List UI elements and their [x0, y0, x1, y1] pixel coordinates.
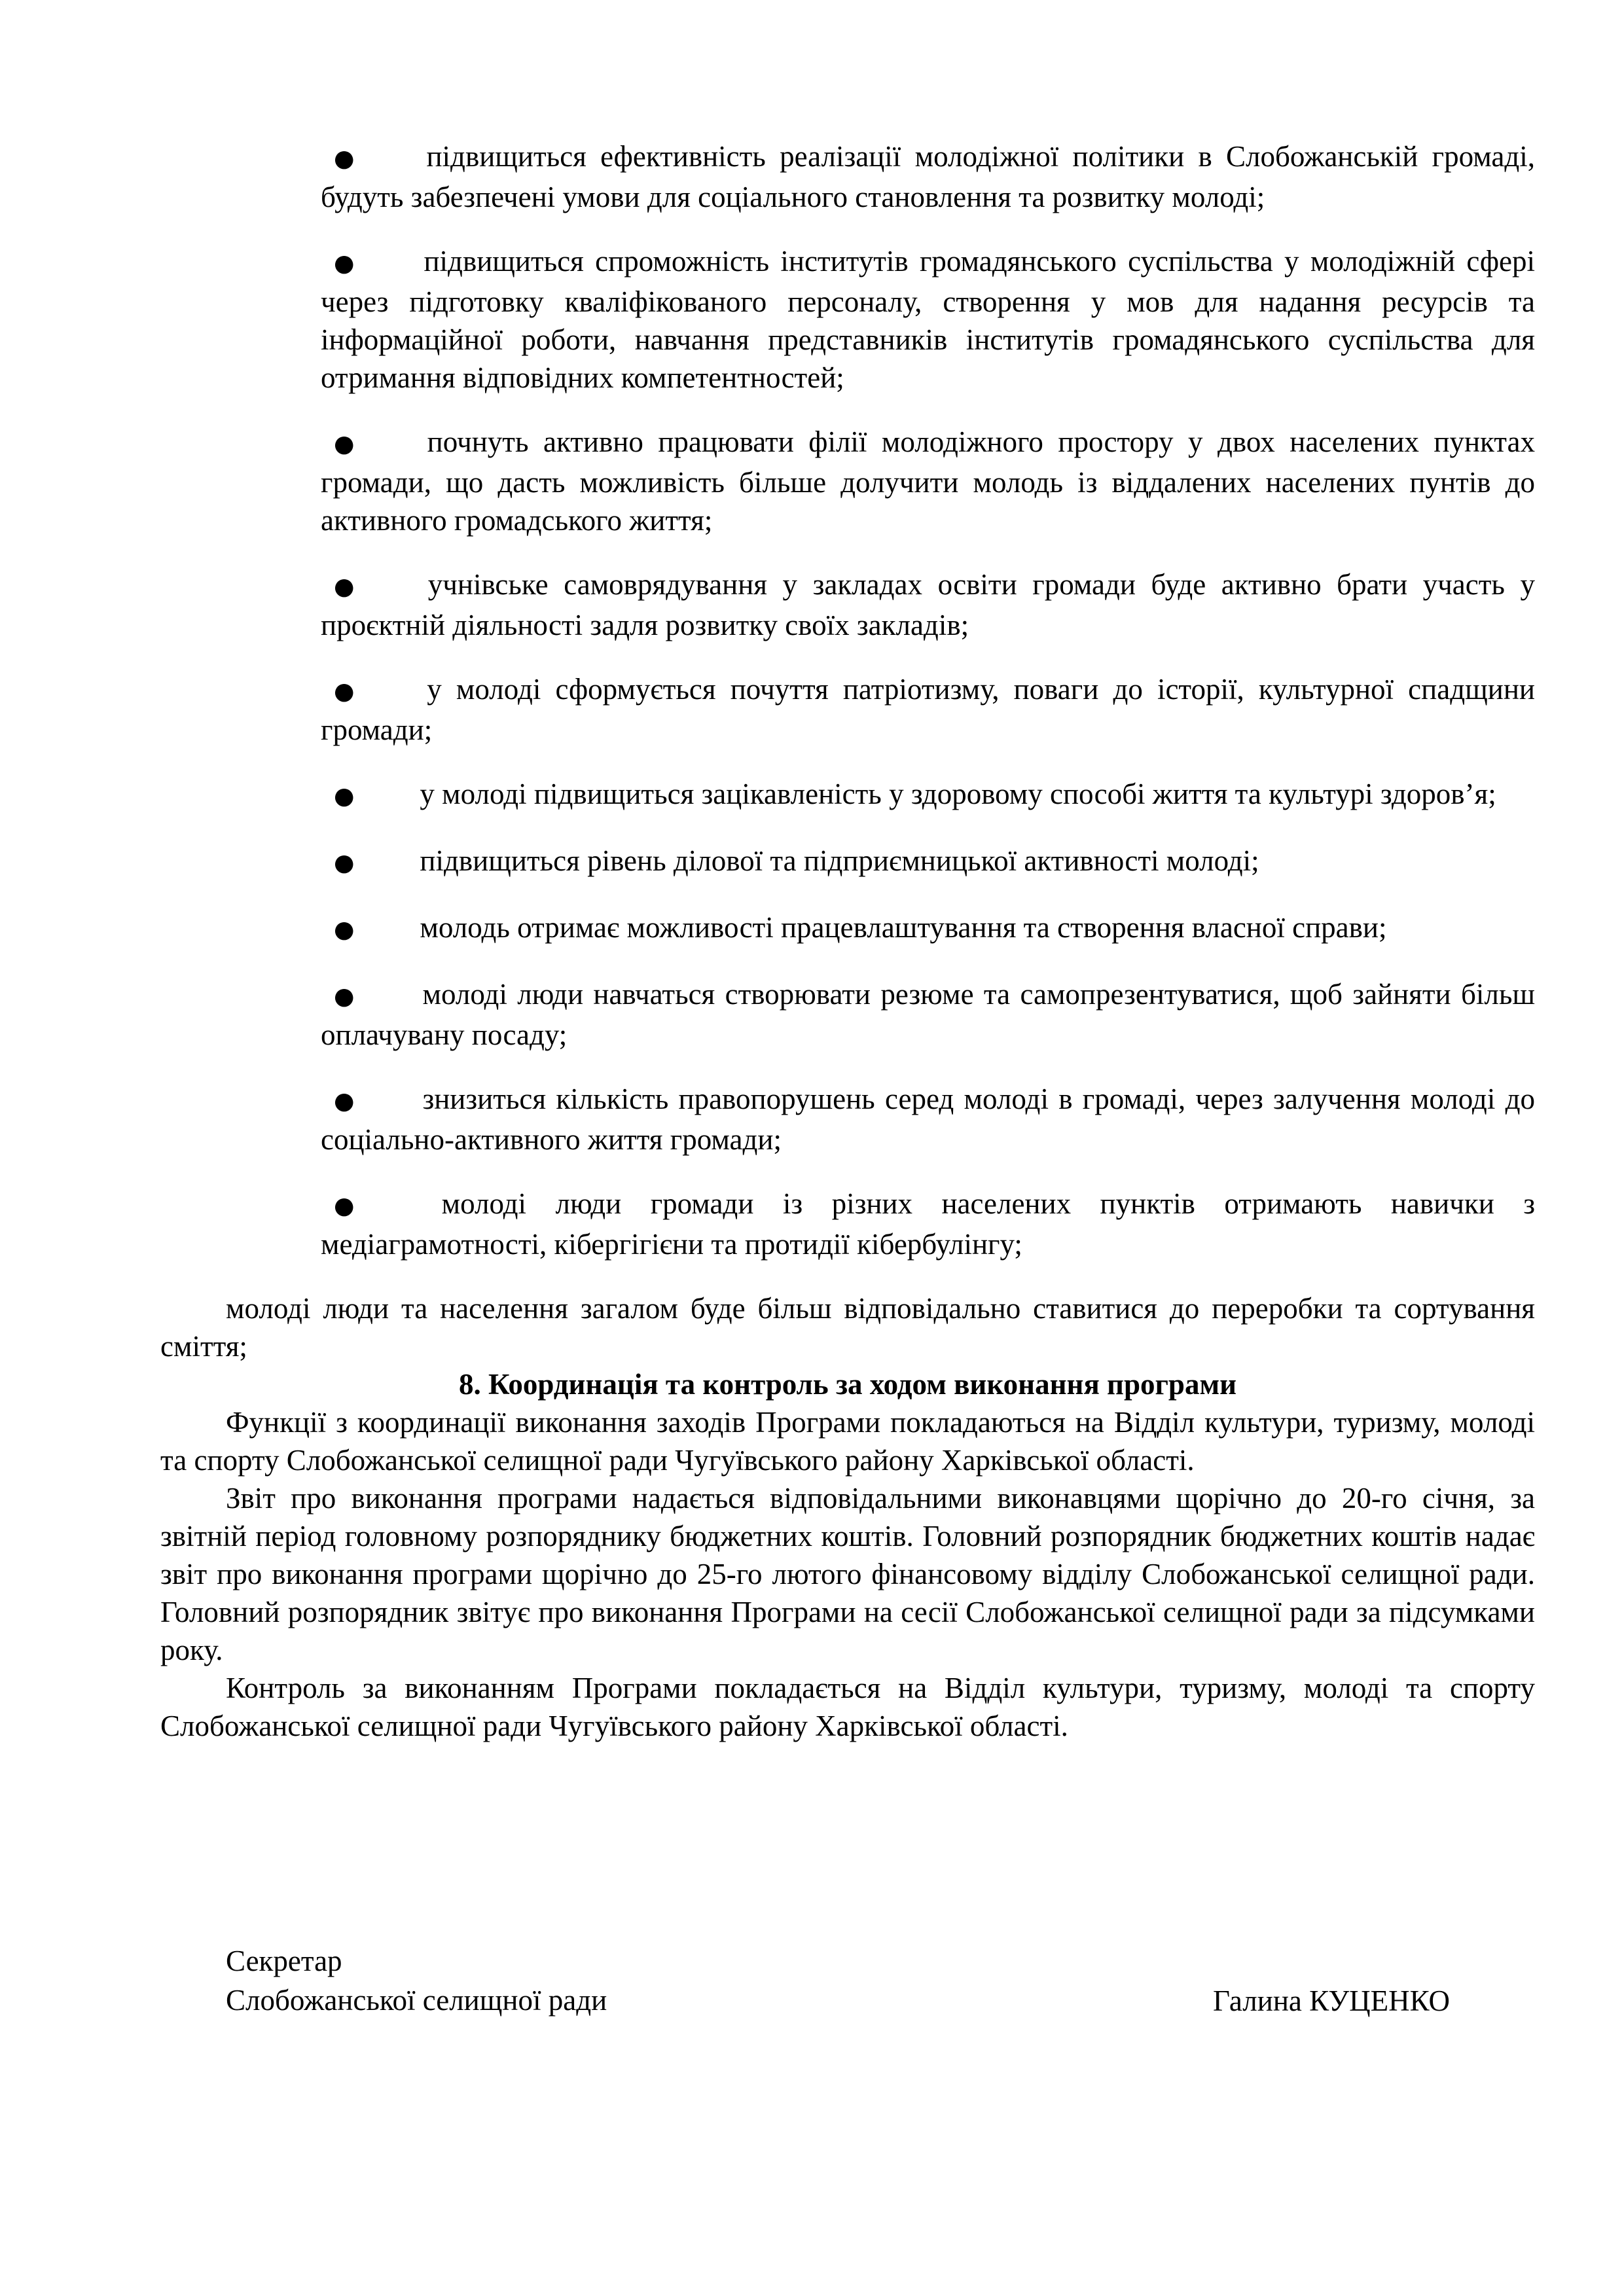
bullet-icon: ● — [334, 250, 359, 277]
paragraph: Контроль за виконанням Програми покладається на Відділ культури, туризму, молоді та спорту Слобожанської селищної ради Чугуївського району Харківської області. — [160, 1672, 1535, 1742]
bullet-text: у молоді сформується почуття патріотизму, поваги до історії, культурної спадщини громади; — [321, 673, 1535, 746]
paragraph: Функції з координації виконання заходів Програми покладаються на Відділ культури, туризму, молоді та спорту Слобожанської селищної ради Чугуївського району Харківської області. — [160, 1406, 1535, 1477]
bullet-item — [160, 908, 1535, 949]
section-heading: 8. Координація та контроль за ходом виконання програми — [458, 1368, 1237, 1401]
signature-role-line2: Слобожанської селищної ради — [226, 1984, 607, 2017]
bullet-text: підвищиться спроможність інститутів громадянського суспільства у молодіжній сфері через підготовку кваліфікованого персоналу, створення у мов для надання ресурсів та інформаційної роботи, навчання представників інститутів громадянського суспільства для отримання відповідних компетентностей; — [321, 245, 1535, 394]
bullet-icon: ● — [334, 431, 362, 457]
bullet-item — [160, 137, 1535, 216]
bullet-text: у молоді підвищиться зацікавленість у здоровому способі життя та культурі здоров’я; — [420, 778, 1496, 810]
bullet-text: підвищиться рівень ділової та підприємницької активності молоді; — [420, 844, 1259, 877]
signature-role — [226, 1941, 607, 2020]
bullet-item — [160, 842, 1535, 882]
signature-block — [160, 1941, 1535, 2020]
bullet-icon: ● — [334, 1088, 357, 1115]
bullet-text: молоді люди навчаться створювати резюме та самопрезентуватися, щоб зайняти більш оплачувану посаду; — [321, 978, 1535, 1051]
bullet-item — [160, 775, 1535, 816]
bullet-icon: ● — [334, 783, 355, 810]
bullet-item — [160, 1185, 1535, 1263]
bullet-icon: ● — [334, 983, 357, 1010]
bullet-text: учнівське самоврядування у закладах освіти громади буде активно брати участь у проєктній діяльності задля розвитку своїх закладів; — [321, 568, 1535, 641]
bullet-text: підвищиться ефективність реалізації молодіжної політики в Слобожанській громаді, будуть забезпечені умови для соціального становлення та розвитку молоді; — [321, 140, 1535, 213]
paragraph: Звіт про виконання програми надається відповідальними виконавцями щорічно до 20-го січня, за звітній період головному розпоряднику бюджетних коштів. Головний розпорядник бюджетних коштів надає звіт про виконання програми щорічно до 25-го лютого фінансовому відділу Слобожанської селищної ради. Головний розпорядник звітує про виконання Програми на сесії Слобожанської селищної ради за підсумками року. — [160, 1482, 1535, 1666]
bullet-text: молодь отримає можливості працевлаштування та створення власної справи; — [420, 911, 1387, 944]
bullet-item — [160, 975, 1535, 1054]
bullet-icon: ● — [334, 678, 362, 705]
bullet-icon: ● — [334, 573, 363, 600]
bullet-item — [160, 242, 1535, 397]
bullet-text: молоді люди громади із різних населених пунктів отримають навички з медіаграмотності, кібергігієни та протидії кібербулінгу; — [321, 1187, 1535, 1261]
bullet-text: знизиться кількість правопорушень серед молоді в громаді, через залучення молоді до соціально-активного життя громади; — [321, 1083, 1535, 1156]
bullet-item — [160, 670, 1535, 749]
signature-name: Галина КУЦЕНКО — [1213, 1984, 1450, 2017]
bullet-icon: ● — [334, 850, 355, 876]
bullet-icon: ● — [334, 145, 361, 172]
signature-role-line1: Секретар — [226, 1945, 342, 1977]
bullet-icon: ● — [334, 1193, 376, 1219]
bullet-icon: ● — [334, 916, 355, 943]
bullet-item — [160, 565, 1535, 644]
bullet-text: почнуть активно працювати філії молодіжного простору у двох населених пунктах громади, що дасть можливість більше долучити молодь із віддалених населених пунтів до активного громадського життя; — [321, 425, 1535, 537]
bullet-item — [160, 423, 1535, 539]
bullet-item — [160, 1080, 1535, 1158]
closing-paragraph: молоді люди та населення загалом буде більш відповідально ставитися до переробки та сортування сміття; — [160, 1292, 1535, 1363]
